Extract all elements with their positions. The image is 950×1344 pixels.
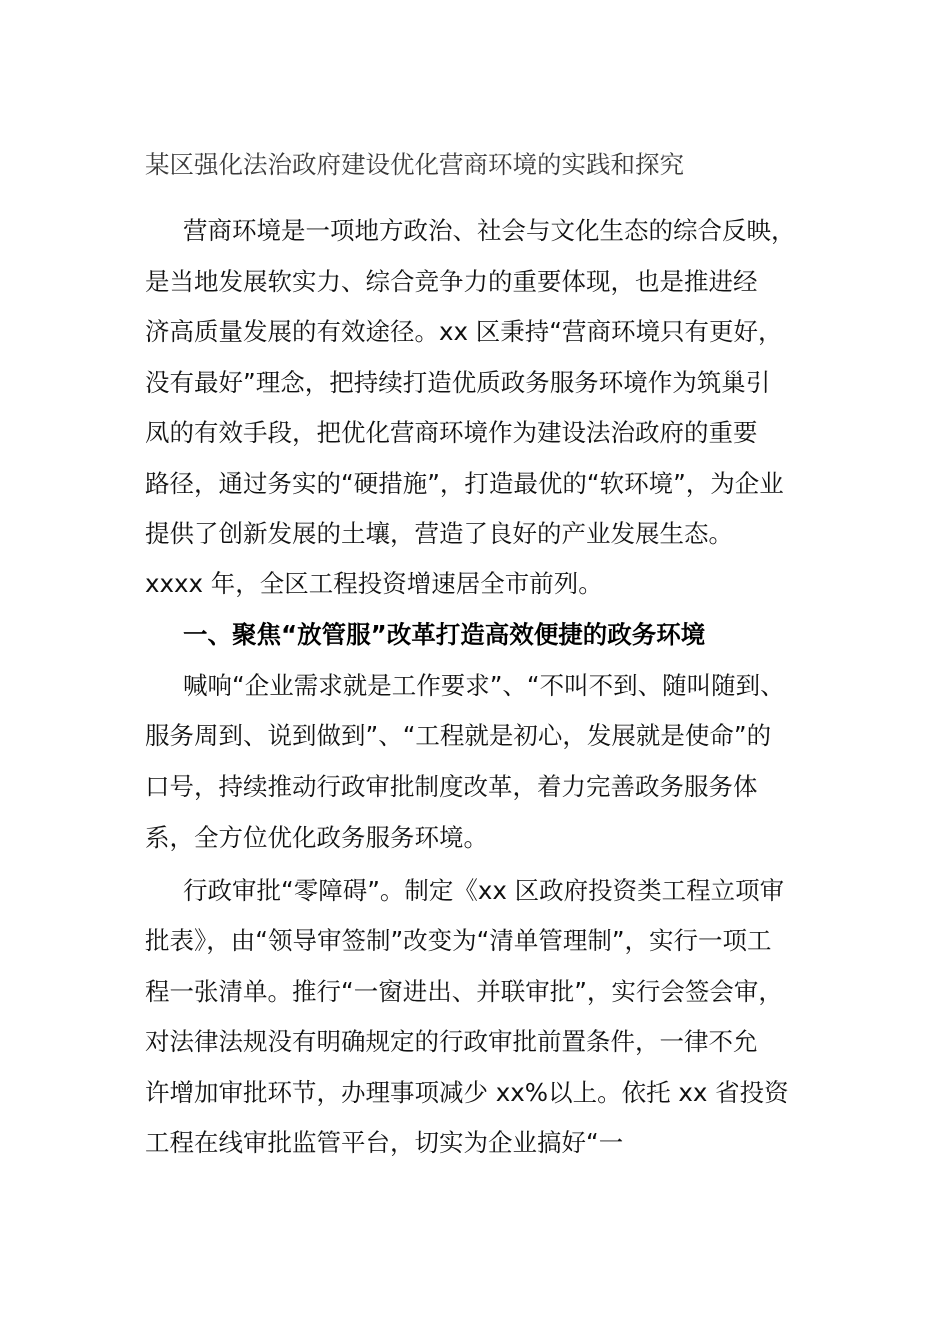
paragraph-line: 路径，通过务实的“硬措施”，打造最优的“软环境”，为企业 (145, 469, 784, 498)
paragraph-line: 没有最好”理念，把持续打造优质政务服务环境作为筑巢引 (145, 368, 771, 397)
paragraph-line: 营商环境是一项地方政治、社会与文化生态的综合反映， (183, 216, 796, 245)
paragraph-line: 服务周到、说到做到”、“工程就是初心，发展就是使命”的 (145, 721, 772, 750)
paragraph-line: 系，全方位优化政务服务环境。 (145, 823, 488, 852)
paragraph-line: 口号，持续推动行政审批制度改革，着力完善政务服务体 (145, 772, 758, 801)
section-heading: 一、聚焦“放管服”改革打造高效便捷的政务环境 (183, 620, 706, 649)
paragraph-line: 许增加审批环节，办理事项减少 xx%以上。依托 xx 省投资 (145, 1078, 789, 1107)
paragraph-line: xxxx 年，全区工程投资增速居全市前列。 (145, 569, 603, 598)
paragraph-line: 济高质量发展的有效途径。xx 区秉持“营商环境只有更好， (145, 317, 783, 346)
paragraph-line: 批表》，由“领导审签制”改变为“清单管理制”，实行一项工 (145, 926, 772, 955)
document-title: 某区强化法治政府建设优化营商环境的实践和探究 (145, 150, 684, 179)
paragraph-line: 凤的有效手段，把优化营商环境作为建设法治政府的重要 (145, 418, 758, 447)
paragraph-line: 喊响“企业需求就是工作要求”、“不叫不到、随叫随到、 (183, 671, 785, 700)
paragraph-line: 是当地发展软实力、综合竞争力的重要体现，也是推进经 (145, 267, 758, 296)
paragraph-line: 对法律法规没有明确规定的行政审批前置条件，一律不允 (145, 1027, 758, 1056)
paragraph-line: 行政审批“零障碍”。制定《xx 区政府投资类工程立项审 (183, 876, 785, 905)
paragraph-line: 工程在线审批监管平台，切实为企业搞好“一 (145, 1128, 624, 1157)
paragraph-line: 提供了创新发展的土壤，营造了良好的产业发展生态。 (145, 519, 733, 548)
paragraph-line: 程一张清单。推行“一窗进出、并联审批”，实行会签会审， (145, 977, 783, 1006)
